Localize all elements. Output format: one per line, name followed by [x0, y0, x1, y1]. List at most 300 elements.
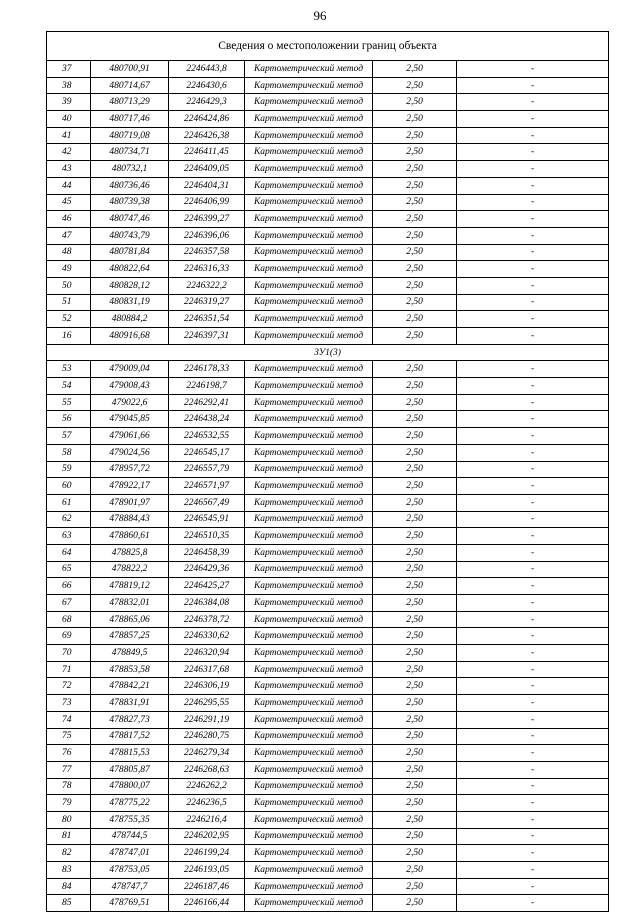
description-cell: -	[457, 428, 609, 445]
x-coordinate-cell: 478831,91	[91, 695, 169, 712]
table-row	[47, 244, 609, 261]
accuracy-cell: 2,50	[373, 645, 457, 662]
x-coordinate-cell: 479024,56	[91, 444, 169, 461]
point-number-cell: 48	[47, 244, 91, 261]
accuracy-cell: 2,50	[373, 478, 457, 495]
table-row	[47, 378, 609, 395]
description-cell: -	[457, 127, 609, 144]
accuracy-cell: 2,50	[373, 211, 457, 228]
table-row	[47, 528, 609, 545]
accuracy-cell: 2,50	[373, 194, 457, 211]
y-coordinate-cell: 2246458,39	[169, 544, 245, 561]
table-row	[47, 294, 609, 311]
point-number-cell: 84	[47, 878, 91, 895]
description-cell: -	[457, 394, 609, 411]
description-cell: -	[457, 611, 609, 628]
accuracy-cell: 2,50	[373, 795, 457, 812]
point-number-cell: 45	[47, 194, 91, 211]
description-cell: -	[457, 528, 609, 545]
x-coordinate-cell: 478832,01	[91, 595, 169, 612]
y-coordinate-cell: 2246193,05	[169, 862, 245, 879]
x-coordinate-cell: 479009,04	[91, 361, 169, 378]
description-cell: -	[457, 678, 609, 695]
method-cell: Картометрический метод	[245, 494, 373, 511]
method-cell: Картометрический метод	[245, 578, 373, 595]
y-coordinate-cell: 2246406,99	[169, 194, 245, 211]
point-number-cell: 78	[47, 778, 91, 795]
x-coordinate-cell: 480700,91	[91, 61, 169, 78]
point-number-cell: 77	[47, 761, 91, 778]
section-label: ЗУ1(3)	[47, 344, 609, 361]
point-number-cell: 44	[47, 177, 91, 194]
method-cell: Картометрический метод	[245, 528, 373, 545]
y-coordinate-cell: 2246357,58	[169, 244, 245, 261]
table-row	[47, 478, 609, 495]
x-coordinate-cell: 480714,67	[91, 77, 169, 94]
y-coordinate-cell: 2246532,55	[169, 428, 245, 445]
point-number-cell: 58	[47, 444, 91, 461]
method-cell: Картометрический метод	[245, 461, 373, 478]
accuracy-cell: 2,50	[373, 161, 457, 178]
description-cell: -	[457, 111, 609, 128]
table-row	[47, 328, 609, 345]
method-cell: Картометрический метод	[245, 211, 373, 228]
point-number-cell: 66	[47, 578, 91, 595]
accuracy-cell: 2,50	[373, 361, 457, 378]
table-header-row	[47, 32, 609, 61]
x-coordinate-cell: 480717,46	[91, 111, 169, 128]
y-coordinate-cell: 2246178,33	[169, 361, 245, 378]
table-row	[47, 678, 609, 695]
table-row	[47, 127, 609, 144]
y-coordinate-cell: 2246292,41	[169, 394, 245, 411]
description-cell: -	[457, 77, 609, 94]
x-coordinate-cell: 478805,87	[91, 761, 169, 778]
description-cell: -	[457, 494, 609, 511]
y-coordinate-cell: 2246317,68	[169, 661, 245, 678]
point-number-cell: 85	[47, 895, 91, 912]
y-coordinate-cell: 2246378,72	[169, 611, 245, 628]
y-coordinate-cell: 2246295,55	[169, 695, 245, 712]
table-row	[47, 845, 609, 862]
method-cell: Картометрический метод	[245, 277, 373, 294]
table-row	[47, 277, 609, 294]
accuracy-cell: 2,50	[373, 895, 457, 912]
accuracy-cell: 2,50	[373, 695, 457, 712]
point-number-cell: 39	[47, 94, 91, 111]
method-cell: Картометрический метод	[245, 394, 373, 411]
table-row	[47, 711, 609, 728]
table-row	[47, 177, 609, 194]
x-coordinate-cell: 479045,85	[91, 411, 169, 428]
accuracy-cell: 2,50	[373, 661, 457, 678]
accuracy-cell: 2,50	[373, 244, 457, 261]
accuracy-cell: 2,50	[373, 144, 457, 161]
table-body	[47, 61, 609, 912]
point-number-cell: 64	[47, 544, 91, 561]
accuracy-cell: 2,50	[373, 411, 457, 428]
table-row	[47, 77, 609, 94]
method-cell: Картометрический метод	[245, 695, 373, 712]
x-coordinate-cell: 480736,46	[91, 177, 169, 194]
accuracy-cell: 2,50	[373, 711, 457, 728]
point-number-cell: 83	[47, 862, 91, 879]
accuracy-cell: 2,50	[373, 461, 457, 478]
point-number-cell: 43	[47, 161, 91, 178]
accuracy-cell: 2,50	[373, 494, 457, 511]
table-row	[47, 795, 609, 812]
x-coordinate-cell: 478825,8	[91, 544, 169, 561]
table-row	[47, 862, 609, 879]
method-cell: Картометрический метод	[245, 444, 373, 461]
method-cell: Картометрический метод	[245, 745, 373, 762]
method-cell: Картометрический метод	[245, 244, 373, 261]
point-number-cell: 62	[47, 511, 91, 528]
table-row	[47, 211, 609, 228]
table-row	[47, 611, 609, 628]
description-cell: -	[457, 745, 609, 762]
x-coordinate-cell: 480828,12	[91, 277, 169, 294]
method-cell: Картометрический метод	[245, 761, 373, 778]
accuracy-cell: 2,50	[373, 828, 457, 845]
accuracy-cell: 2,50	[373, 311, 457, 328]
table-row	[47, 595, 609, 612]
method-cell: Картометрический метод	[245, 544, 373, 561]
table-row	[47, 161, 609, 178]
table-row	[47, 745, 609, 762]
point-number-cell: 38	[47, 77, 91, 94]
y-coordinate-cell: 2246262,2	[169, 778, 245, 795]
x-coordinate-cell: 480884,2	[91, 311, 169, 328]
description-cell: -	[457, 194, 609, 211]
x-coordinate-cell: 478884,43	[91, 511, 169, 528]
method-cell: Картометрический метод	[245, 311, 373, 328]
boundary-coordinates-table	[46, 31, 609, 912]
description-cell: -	[457, 895, 609, 912]
table-row	[47, 578, 609, 595]
y-coordinate-cell: 2246236,5	[169, 795, 245, 812]
method-cell: Картометрический метод	[245, 611, 373, 628]
y-coordinate-cell: 2246166,44	[169, 895, 245, 912]
y-coordinate-cell: 2246567,49	[169, 494, 245, 511]
description-cell: -	[457, 161, 609, 178]
method-cell: Картометрический метод	[245, 361, 373, 378]
y-coordinate-cell: 2246429,36	[169, 561, 245, 578]
method-cell: Картометрический метод	[245, 161, 373, 178]
x-coordinate-cell: 478822,2	[91, 561, 169, 578]
x-coordinate-cell: 480719,08	[91, 127, 169, 144]
y-coordinate-cell: 2246396,06	[169, 227, 245, 244]
method-cell: Картометрический метод	[245, 728, 373, 745]
x-coordinate-cell: 478827,73	[91, 711, 169, 728]
accuracy-cell: 2,50	[373, 811, 457, 828]
x-coordinate-cell: 478957,72	[91, 461, 169, 478]
accuracy-cell: 2,50	[373, 728, 457, 745]
accuracy-cell: 2,50	[373, 227, 457, 244]
accuracy-cell: 2,50	[373, 294, 457, 311]
point-number-cell: 68	[47, 611, 91, 628]
x-coordinate-cell: 478853,58	[91, 661, 169, 678]
table-row	[47, 361, 609, 378]
x-coordinate-cell: 480739,38	[91, 194, 169, 211]
x-coordinate-cell: 478753,05	[91, 862, 169, 879]
description-cell: -	[457, 561, 609, 578]
accuracy-cell: 2,50	[373, 444, 457, 461]
point-number-cell: 75	[47, 728, 91, 745]
accuracy-cell: 2,50	[373, 761, 457, 778]
description-cell: -	[457, 795, 609, 812]
description-cell: -	[457, 244, 609, 261]
method-cell: Картометрический метод	[245, 294, 373, 311]
description-cell: -	[457, 811, 609, 828]
y-coordinate-cell: 2246425,27	[169, 578, 245, 595]
y-coordinate-cell: 2246280,75	[169, 728, 245, 745]
description-cell: -	[457, 695, 609, 712]
x-coordinate-cell: 480822,64	[91, 261, 169, 278]
y-coordinate-cell: 2246330,62	[169, 628, 245, 645]
point-number-cell: 56	[47, 411, 91, 428]
description-cell: -	[457, 328, 609, 345]
point-number-cell: 73	[47, 695, 91, 712]
point-number-cell: 55	[47, 394, 91, 411]
description-cell: -	[457, 728, 609, 745]
x-coordinate-cell: 478860,61	[91, 528, 169, 545]
description-cell: -	[457, 661, 609, 678]
x-coordinate-cell: 478849,5	[91, 645, 169, 662]
method-cell: Картометрический метод	[245, 127, 373, 144]
method-cell: Картометрический метод	[245, 645, 373, 662]
description-cell: -	[457, 628, 609, 645]
accuracy-cell: 2,50	[373, 77, 457, 94]
accuracy-cell: 2,50	[373, 261, 457, 278]
table-row	[47, 895, 609, 912]
x-coordinate-cell: 480732,1	[91, 161, 169, 178]
y-coordinate-cell: 2246187,46	[169, 878, 245, 895]
y-coordinate-cell: 2246438,24	[169, 411, 245, 428]
point-number-cell: 57	[47, 428, 91, 445]
y-coordinate-cell: 2246198,7	[169, 378, 245, 395]
description-cell: -	[457, 862, 609, 879]
method-cell: Картометрический метод	[245, 144, 373, 161]
description-cell: -	[457, 94, 609, 111]
table-row	[47, 761, 609, 778]
table-row	[47, 194, 609, 211]
accuracy-cell: 2,50	[373, 328, 457, 345]
x-coordinate-cell: 478842,21	[91, 678, 169, 695]
description-cell: -	[457, 778, 609, 795]
y-coordinate-cell: 2246384,08	[169, 595, 245, 612]
description-cell: -	[457, 511, 609, 528]
description-cell: -	[457, 261, 609, 278]
y-coordinate-cell: 2246399,27	[169, 211, 245, 228]
method-cell: Картометрический метод	[245, 878, 373, 895]
y-coordinate-cell: 2246429,3	[169, 94, 245, 111]
page-number: 96	[313, 8, 327, 23]
accuracy-cell: 2,50	[373, 277, 457, 294]
x-coordinate-cell: 478817,52	[91, 728, 169, 745]
y-coordinate-cell: 2246319,27	[169, 294, 245, 311]
description-cell: -	[457, 61, 609, 78]
x-coordinate-cell: 479022,6	[91, 394, 169, 411]
method-cell: Картометрический метод	[245, 795, 373, 812]
table-row	[47, 461, 609, 478]
description-cell: -	[457, 461, 609, 478]
accuracy-cell: 2,50	[373, 511, 457, 528]
y-coordinate-cell: 2246322,2	[169, 277, 245, 294]
point-number-cell: 69	[47, 628, 91, 645]
point-number-cell: 81	[47, 828, 91, 845]
description-cell: -	[457, 277, 609, 294]
point-number-cell: 65	[47, 561, 91, 578]
point-number-cell: 72	[47, 678, 91, 695]
point-number-cell: 49	[47, 261, 91, 278]
method-cell: Картометрический метод	[245, 261, 373, 278]
x-coordinate-cell: 478744,5	[91, 828, 169, 845]
table-row	[47, 61, 609, 78]
accuracy-cell: 2,50	[373, 628, 457, 645]
y-coordinate-cell: 2246571,97	[169, 478, 245, 495]
table-row	[47, 444, 609, 461]
table-row	[47, 511, 609, 528]
point-number-cell: 59	[47, 461, 91, 478]
x-coordinate-cell: 480747,46	[91, 211, 169, 228]
accuracy-cell: 2,50	[373, 378, 457, 395]
method-cell: Картометрический метод	[245, 177, 373, 194]
point-number-cell: 82	[47, 845, 91, 862]
table-row	[47, 695, 609, 712]
point-number-cell: 37	[47, 61, 91, 78]
table-row	[47, 411, 609, 428]
description-cell: -	[457, 828, 609, 845]
y-coordinate-cell: 2246291,19	[169, 711, 245, 728]
method-cell: Картометрический метод	[245, 478, 373, 495]
point-number-cell: 52	[47, 311, 91, 328]
method-cell: Картометрический метод	[245, 94, 373, 111]
y-coordinate-cell: 2246557,79	[169, 461, 245, 478]
x-coordinate-cell: 480831,19	[91, 294, 169, 311]
y-coordinate-cell: 2246351,54	[169, 311, 245, 328]
description-cell: -	[457, 711, 609, 728]
method-cell: Картометрический метод	[245, 194, 373, 211]
point-number-cell: 41	[47, 127, 91, 144]
method-cell: Картометрический метод	[245, 845, 373, 862]
description-cell: -	[457, 361, 609, 378]
x-coordinate-cell: 478747,01	[91, 845, 169, 862]
accuracy-cell: 2,50	[373, 61, 457, 78]
table-row	[47, 661, 609, 678]
description-cell: -	[457, 645, 609, 662]
point-number-cell: 79	[47, 795, 91, 812]
point-number-cell: 47	[47, 227, 91, 244]
y-coordinate-cell: 2246545,91	[169, 511, 245, 528]
description-cell: -	[457, 544, 609, 561]
table-row	[47, 311, 609, 328]
table-row	[47, 878, 609, 895]
y-coordinate-cell: 2246510,35	[169, 528, 245, 545]
description-cell: -	[457, 294, 609, 311]
x-coordinate-cell: 478922,17	[91, 478, 169, 495]
table-row	[47, 561, 609, 578]
description-cell: -	[457, 144, 609, 161]
method-cell: Картометрический метод	[245, 661, 373, 678]
description-cell: -	[457, 761, 609, 778]
accuracy-cell: 2,50	[373, 611, 457, 628]
accuracy-cell: 2,50	[373, 862, 457, 879]
x-coordinate-cell: 480713,29	[91, 94, 169, 111]
description-cell: -	[457, 378, 609, 395]
y-coordinate-cell: 2246404,31	[169, 177, 245, 194]
y-coordinate-cell: 2246426,38	[169, 127, 245, 144]
table-row	[47, 494, 609, 511]
accuracy-cell: 2,50	[373, 544, 457, 561]
table-row	[47, 144, 609, 161]
accuracy-cell: 2,50	[373, 745, 457, 762]
table-row	[47, 428, 609, 445]
point-number-cell: 71	[47, 661, 91, 678]
description-cell: -	[457, 595, 609, 612]
method-cell: Картометрический метод	[245, 811, 373, 828]
point-number-cell: 74	[47, 711, 91, 728]
x-coordinate-cell: 478769,51	[91, 895, 169, 912]
y-coordinate-cell: 2246216,4	[169, 811, 245, 828]
description-cell: -	[457, 578, 609, 595]
accuracy-cell: 2,50	[373, 394, 457, 411]
x-coordinate-cell: 478775,22	[91, 795, 169, 812]
table-row	[47, 778, 609, 795]
table-row	[47, 645, 609, 662]
y-coordinate-cell: 2246424,86	[169, 111, 245, 128]
method-cell: Картометрический метод	[245, 378, 373, 395]
description-cell: -	[457, 845, 609, 862]
y-coordinate-cell: 2246202,95	[169, 828, 245, 845]
y-coordinate-cell: 2246306,19	[169, 678, 245, 695]
accuracy-cell: 2,50	[373, 111, 457, 128]
accuracy-cell: 2,50	[373, 94, 457, 111]
table-row	[47, 394, 609, 411]
y-coordinate-cell: 2246411,45	[169, 144, 245, 161]
method-cell: Картометрический метод	[245, 895, 373, 912]
method-cell: Картометрический метод	[245, 828, 373, 845]
point-number-cell: 16	[47, 328, 91, 345]
x-coordinate-cell: 480743,79	[91, 227, 169, 244]
point-number-cell: 76	[47, 745, 91, 762]
x-coordinate-cell: 478865,06	[91, 611, 169, 628]
description-cell: -	[457, 478, 609, 495]
table-row	[47, 628, 609, 645]
x-coordinate-cell: 478815,53	[91, 745, 169, 762]
table-title: Сведения о местоположении границ объекта	[47, 32, 609, 61]
point-number-cell: 42	[47, 144, 91, 161]
method-cell: Картометрический метод	[245, 328, 373, 345]
point-number-cell: 54	[47, 378, 91, 395]
method-cell: Картометрический метод	[245, 595, 373, 612]
accuracy-cell: 2,50	[373, 177, 457, 194]
description-cell: -	[457, 878, 609, 895]
accuracy-cell: 2,50	[373, 878, 457, 895]
description-cell: -	[457, 211, 609, 228]
point-number-cell: 67	[47, 595, 91, 612]
y-coordinate-cell: 2246409,05	[169, 161, 245, 178]
accuracy-cell: 2,50	[373, 561, 457, 578]
point-number-cell: 61	[47, 494, 91, 511]
table-row	[47, 94, 609, 111]
section-row	[47, 344, 609, 361]
y-coordinate-cell: 2246320,94	[169, 645, 245, 662]
point-number-cell: 40	[47, 111, 91, 128]
method-cell: Картометрический метод	[245, 428, 373, 445]
method-cell: Картометрический метод	[245, 711, 373, 728]
x-coordinate-cell: 478901,97	[91, 494, 169, 511]
